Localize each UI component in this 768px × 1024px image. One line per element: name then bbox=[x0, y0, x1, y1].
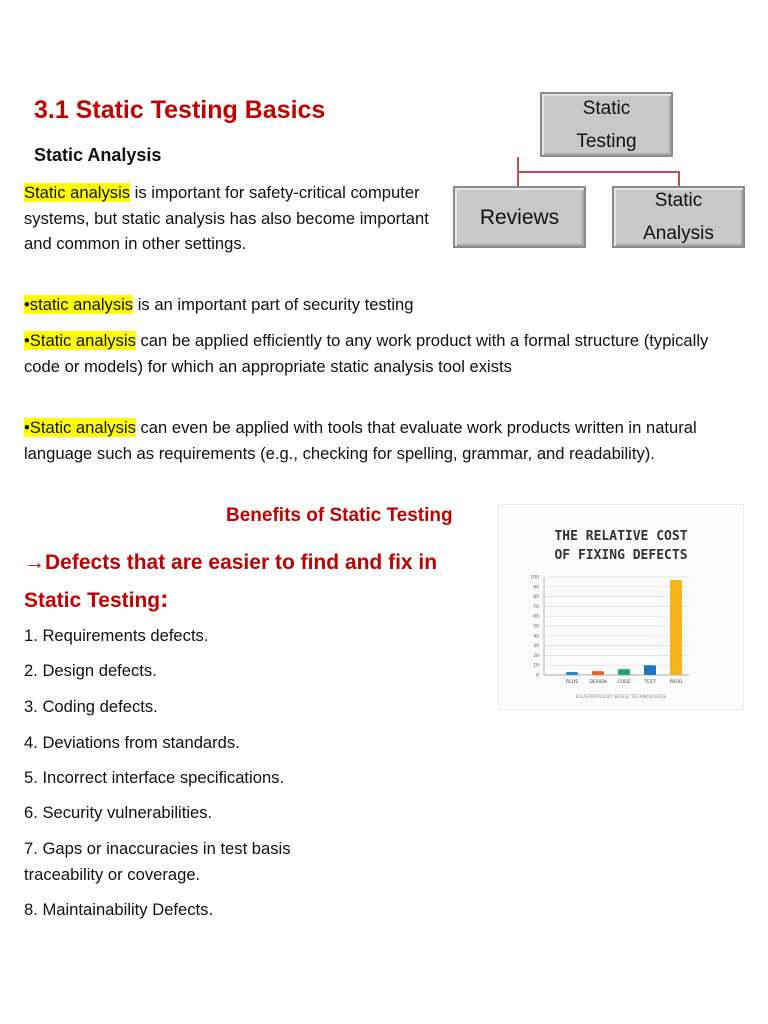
diagram-root-line2: Testing bbox=[576, 130, 637, 152]
bullet-text: can be applied efficiently to any work product with a formal structure (typically code or models) for which an appropriate static analysis tool exists bbox=[24, 331, 709, 376]
intro-highlight: Static analysis bbox=[24, 183, 131, 202]
diagram-child-line1: Static bbox=[654, 190, 703, 211]
diagram-child-static-analysis bbox=[612, 186, 745, 248]
chart-y-tick-label: 10 bbox=[533, 663, 539, 669]
diagram-child-reviews bbox=[453, 186, 586, 248]
diagram-root-static-testing bbox=[540, 92, 673, 157]
bullet-item bbox=[24, 415, 724, 466]
diagram-connector bbox=[517, 171, 519, 187]
intro-paragraph bbox=[24, 180, 444, 257]
diagram-child-line2: Analysis bbox=[643, 223, 714, 244]
chart-bar bbox=[670, 580, 682, 675]
chart-y-tick-label: 40 bbox=[533, 634, 539, 640]
chart-x-tick-label: DESIGN bbox=[589, 680, 607, 685]
chart-x-tick-label: CODE bbox=[617, 680, 631, 685]
bullet-text: can even be applied with tools that evaluate work products written in natural language such as requirements (e.g., checking for spelling, grammar, and readability). bbox=[24, 418, 697, 463]
chart-y-tick-label: 0 bbox=[536, 673, 539, 679]
chart-y-tick-label: 60 bbox=[533, 614, 539, 620]
chart-y-tick-label: 80 bbox=[533, 595, 539, 601]
bullet-text: is an important part of security testing bbox=[133, 295, 414, 314]
chart-y-tick-label: 90 bbox=[533, 585, 539, 591]
defects-heading-text: Defects that are easier to find and fix in Static Testing bbox=[24, 551, 438, 612]
bullet-highlight: •Static analysis bbox=[24, 331, 136, 350]
chart-bar bbox=[618, 669, 630, 675]
bullet-highlight: •static analysis bbox=[24, 295, 134, 314]
list-item: 6. Security vulnerabilities. bbox=[24, 803, 213, 822]
bullet-item bbox=[24, 292, 724, 318]
diagram-child-reviews-label: Reviews bbox=[479, 205, 560, 229]
chart-y-tick-label: 100 bbox=[530, 575, 539, 581]
chart-y-tick-label: 50 bbox=[533, 624, 539, 630]
defects-heading-colon: : bbox=[160, 585, 169, 613]
diagram-root-line1: Static bbox=[582, 97, 631, 119]
diagram-connector bbox=[517, 157, 519, 172]
list-item: 7. Gaps or inaccuracies in test basis traceability or coverage. bbox=[24, 839, 291, 884]
page-title: 3.1 Static Testing Basics bbox=[34, 96, 326, 124]
chart-title-line2: OF FIXING DEFECTS bbox=[554, 548, 688, 563]
chart-y-tick-label: 20 bbox=[533, 653, 539, 659]
chart-bar bbox=[592, 671, 604, 675]
chart-title-line1: THE RELATIVE COST bbox=[554, 529, 688, 544]
chart-y-tick-label: 30 bbox=[533, 644, 539, 650]
chart-y-tick-label: 70 bbox=[533, 604, 539, 610]
defects-heading bbox=[24, 544, 494, 619]
list-item: 3. Coding defects. bbox=[24, 697, 158, 716]
chart-bar bbox=[644, 665, 656, 675]
list-item: 1. Requirements defects. bbox=[24, 626, 209, 645]
bullet-item bbox=[24, 328, 724, 379]
list-item: 5. Incorrect interface specifications. bbox=[24, 768, 285, 787]
chart-bar bbox=[566, 672, 578, 675]
cost-chart-svg bbox=[499, 505, 743, 709]
list-item: 4. Deviations from standards. bbox=[24, 733, 240, 752]
cost-chart bbox=[498, 504, 744, 710]
chart-x-tick-label: TEST bbox=[644, 680, 656, 685]
list-item: 2. Design defects. bbox=[24, 661, 157, 680]
diagram-connector bbox=[517, 171, 680, 173]
chart-x-tick-label: REQS bbox=[565, 680, 579, 685]
bullet-highlight: •Static analysis bbox=[24, 418, 136, 437]
section-subheading: Static Analysis bbox=[34, 145, 162, 165]
benefits-heading: Benefits of Static Testing bbox=[226, 505, 453, 526]
intro-text: is important for safety-critical computer systems, but static analysis has also become important and common in other settings. bbox=[24, 183, 429, 253]
arrow-icon: → bbox=[24, 551, 45, 574]
list-item: 8. Maintainability Defects. bbox=[24, 900, 214, 919]
chart-x-tick-label: PROD bbox=[669, 680, 683, 685]
chart-credit: ILLUSTRATED BY SEGUE TECHNOLOGIES bbox=[575, 695, 667, 700]
